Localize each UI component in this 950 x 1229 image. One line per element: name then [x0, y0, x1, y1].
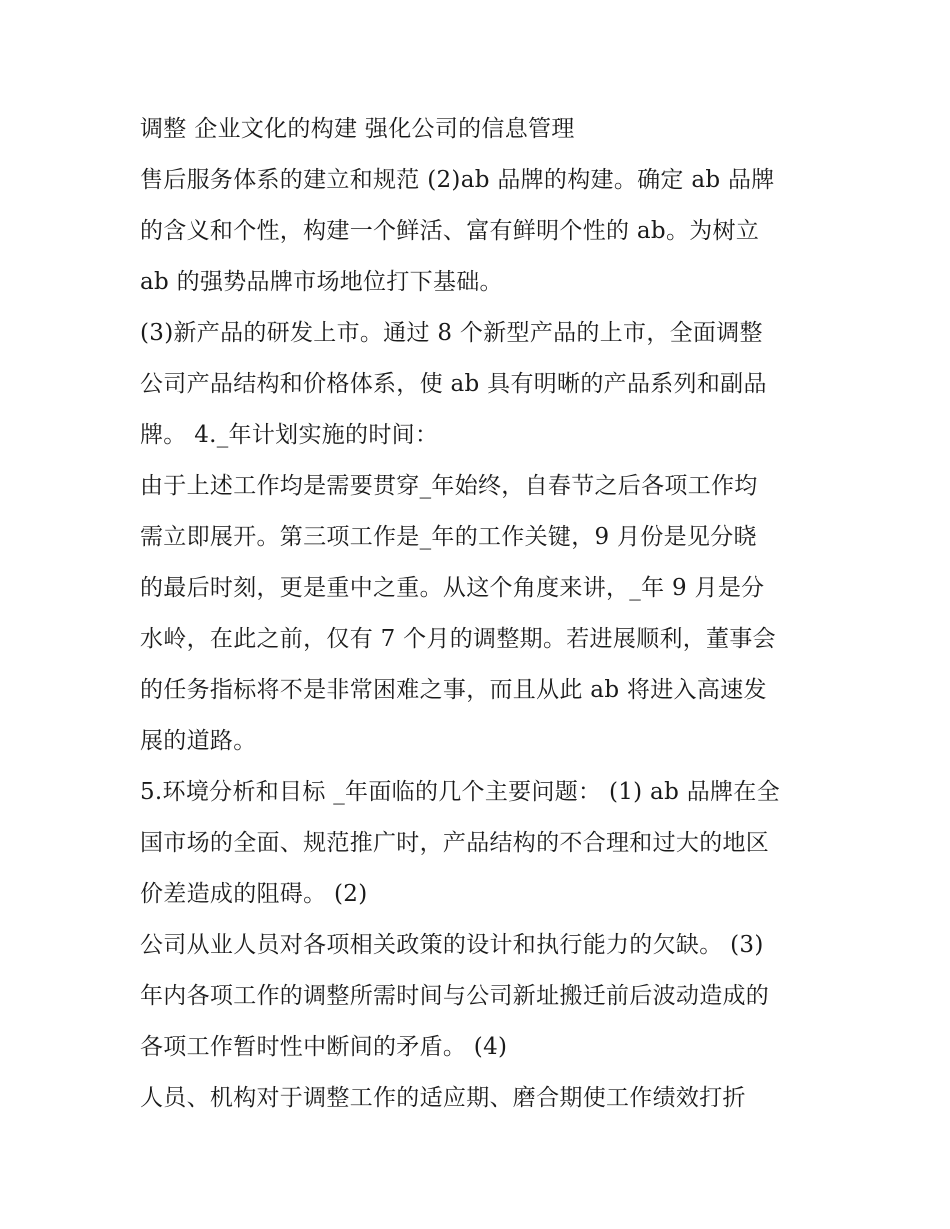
text-line: 5.环境分析和目标 _年面临的几个主要问题： (1) ab 品牌在全 — [140, 779, 780, 805]
text-line: 年内各项工作的调整所需时间与公司新址搬迁前后波动造成的 — [140, 983, 770, 1009]
text-line: 公司从业人员对各项相关政策的设计和执行能力的欠缺。 (3) — [140, 932, 764, 958]
text-line: 牌。 4._年计划实施的时间： — [140, 422, 439, 448]
text-line: 国市场的全面、规范推广时，产品结构的不合理和过大的地区 — [140, 830, 770, 856]
text-line: 需立即展开。第三项工作是_年的工作关键，9 月份是见分晓 — [140, 524, 757, 550]
text-line: 公司产品结构和价格体系，使 ab 具有明晰的产品系列和副品 — [140, 371, 767, 397]
text-line: 的含义和个性，构建一个鲜活、富有鲜明个性的 ab。为树立 — [140, 218, 760, 244]
text-line: 由于上述工作均是需要贯穿_年始终，自春节之后各项工作均 — [140, 473, 758, 499]
text-line: 的最后时刻，更是重中之重。从这个角度来讲，_年 9 月是分 — [140, 575, 765, 601]
text-line: 售后服务体系的建立和规范 (2)ab 品牌的构建。确定 ab 品牌 — [140, 167, 775, 193]
text-line: (3)新产品的研发上市。通过 8 个新型产品的上市，全面调整 — [140, 320, 763, 346]
text-line: 人员、机构对于调整工作的适应期、磨合期使工作绩效打折 — [140, 1085, 746, 1111]
text-line: 价差造成的阻碍。 (2) — [140, 881, 368, 907]
text-line: 水岭，在此之前，仅有 7 个月的调整期。若进展顺利，董事会 — [140, 626, 776, 652]
text-line: 调整 企业文化的构建 强化公司的信息管理 — [140, 116, 575, 142]
text-line: 的任务指标将不是非常困难之事，而且从此 ab 将进入高速发 — [140, 677, 767, 703]
text-line: 展的道路。 — [140, 728, 257, 754]
text-line: ab 的强势品牌市场地位打下基础。 — [140, 269, 503, 295]
text-line: 各项工作暂时性中断间的矛盾。 (4) — [140, 1034, 508, 1060]
document-body — [140, 104, 820, 1124]
